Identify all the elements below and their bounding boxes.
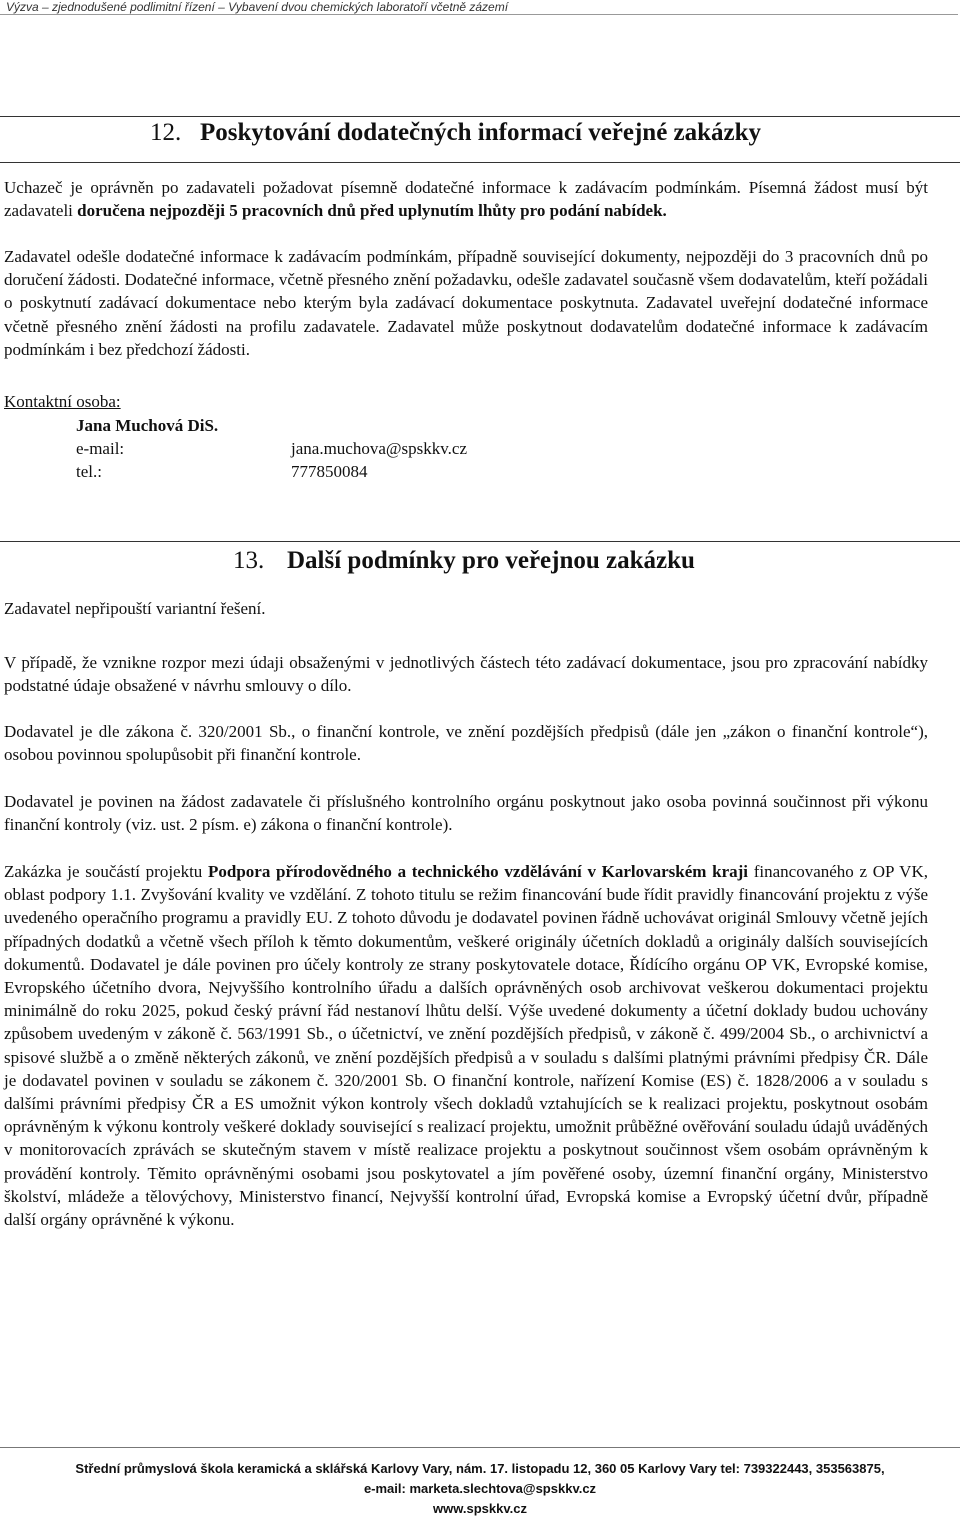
section-13-heading xyxy=(233,546,695,576)
tel-label: tel.: xyxy=(76,462,102,481)
section-13-title: Další podmínky pro veřejnou zakázku xyxy=(287,547,695,574)
email-value[interactable]: jana.muchova@spskkv.cz xyxy=(291,439,468,458)
footer-address: Střední průmyslová škola keramická a sklářská Karlovy Vary, nám. 17. listopadu 12, 360 05 Karlovy Vary tel: 739322443, 353563875, xyxy=(75,1461,885,1476)
section-12-bottom-rule xyxy=(0,162,960,163)
section-13-p5-lead: Zakázka je součástí projektu xyxy=(4,862,208,881)
section-13-number: 13. xyxy=(233,547,265,574)
section-13-paragraph-2: V případě, že vznikne rozpor mezi údaji obsaženými v jednotlivých částech této zadávací dokumentace, jsou pro zpracování nabídky podstatné údaje obsažené v návrhu smlouvy o dílo. xyxy=(4,653,928,696)
section-12-paragraph-1 xyxy=(4,176,928,222)
section-12-number: 12. xyxy=(150,119,182,146)
section-13-p5-body: financovaného z OP VK, oblast podpory 1.1. Zvyšování kvality ve vzdělání. Z tohoto titulu se režim financování bude řídit pravidly financování projektu z výše uvedeného operačního programu a pravidly EU. Z tohoto důvodu je dodavatel povinen řádně uchovávat originál Smlouvy včetně jejích případných dodatků a včetně všech příloh k těmto dokumentům, veškeré originály účetních dokladů a originály dalších souvisejících dokumentů. Dodavatel je dále povinen pro účely kontroly ze strany poskytovatele dotace, Řídícího orgánu OP VK, Evropské komise, Evropského účetního dvora, Nejvyššího kontrolního úřadu a dalších oprávněných osob archivovat veškerou dokumentaci projektu minimálně do roku 2025, pokud český právní řád nestanoví lhůtu delší. Výše uvedené dokumenty a účetní doklady budou uchovány způsobem uvedeným v zákoně č. 563/1991 Sb., o účetnictví, ve znění pozdějších předpisů, v zákoně č. 499/2004 Sb., o archivnictví a spisové službě a o změně některých zákonů, ve znění pozdějších předpisů a v souladu s dalšími platnými právními předpisy ČR. Dále je dodavatel povinen v souladu se zákonem č. 320/2001 Sb. O finanční kontrole, nařízení Komise (ES) č. 1828/2006 a v souladu s dalšími právními předpisy ČR a ES umožnit výkon kontroly všech dokladů vztahujících se k realizaci projektu, poskytnout osobám oprávněným k výkonu kontroly veškeré doklady související s realizací projektu, umožnit průběžné ověřování souladu údajů uváděných v monitorovacích zprávách se skutečným stavem v místě realizace projektu a poskytnout součinnost všem osobám oprávněným k provádění kontroly. Těmito oprávněnými osobami jsou poskytovatel a jím pověřené osoby, územní finanční orgány, Ministerstvo školství, mládeže a tělovýchovy, Ministerstvo financí, Nejvyšší kontrolní úřad, Evropská komise a Evropský účetní dvůr, případně další orgány oprávněné k výkonu. xyxy=(4,862,928,1230)
footer-email[interactable]: e-mail: marketa.slechtova@spskkv.cz xyxy=(363,1481,597,1496)
section-12-paragraph-2: Zadavatel odešle dodatečné informace k zadávacím podmínkám, případně související dokumenty, nejpozději do 3 pracovních dnů po doručení žádosti. Dodatečné informace, včetně přesného znění požadavku, odešle zadavatel současně všem dodavatelům, kteří požádali o poskytnutí zadávací dokumentace nebo kterým byla zadávací dokumentace poskytnuta. Zadavatel uveřejní dodatečné informace včetně přesného znění žádosti na profilu zadavatele. Zadavatel může poskytnout dodavatelům dodatečné informace k zadávacím podmínkám i bez předchozí žádosti. xyxy=(4,247,928,359)
footer-website[interactable]: www.spskkv.cz xyxy=(433,1501,527,1516)
project-name: Podpora přírodovědného a technického vzdělávání v Karlovarském kraji xyxy=(208,862,749,881)
section-13-paragraph-1: Zadavatel nepřipouští variantní řešení. xyxy=(4,599,266,618)
tel-value: 777850084 xyxy=(291,462,368,481)
section-12-heading xyxy=(150,118,761,148)
running-header: Výzva – zjednodušené podlimitní řízení – Vybavení dvou chemických laboratoří včetně zázemí xyxy=(6,0,509,14)
section-12-top-rule xyxy=(0,116,960,117)
contact-person-name: Jana Muchová DiS. xyxy=(76,416,219,435)
section-12-p1-text: Uchazeč je oprávněn po zadavateli požadovat písemně dodatečné informace k zadávacím podmínkám. Písemná žádost musí být zadavateli xyxy=(4,178,928,221)
section-13-paragraph-3: Dodavatel je dle zákona č. 320/2001 Sb., o finanční kontrole, ve znění pozdějších předpisů (dále jen „zákon o finanční kontrole“), osobou povinnou spolupůsobit při finanční kontrole. xyxy=(4,722,928,765)
contact-person-label: Kontaktní osoba: xyxy=(4,392,121,411)
header-rule xyxy=(0,14,958,15)
section-13-paragraph-4: Dodavatel je povinen na žádost zadavatele či příslušného kontrolního orgánu poskytnout jako osoba povinná součinnost při výkonu finanční kontroly (viz. ust. 2 písm. e) zákona o finanční kontrole). xyxy=(4,792,928,835)
section-13-paragraph-5 xyxy=(4,860,928,1231)
footer-rule xyxy=(0,1447,960,1448)
section-12-title: Poskytování dodatečných informací veřejné zakázky xyxy=(200,119,762,146)
section-12-p1-bold: doručena nejpozději 5 pracovních dnů před uplynutím lhůty pro podání nabídek. xyxy=(77,201,667,221)
email-label: e-mail: xyxy=(76,439,125,458)
section-13-top-rule xyxy=(0,541,960,542)
